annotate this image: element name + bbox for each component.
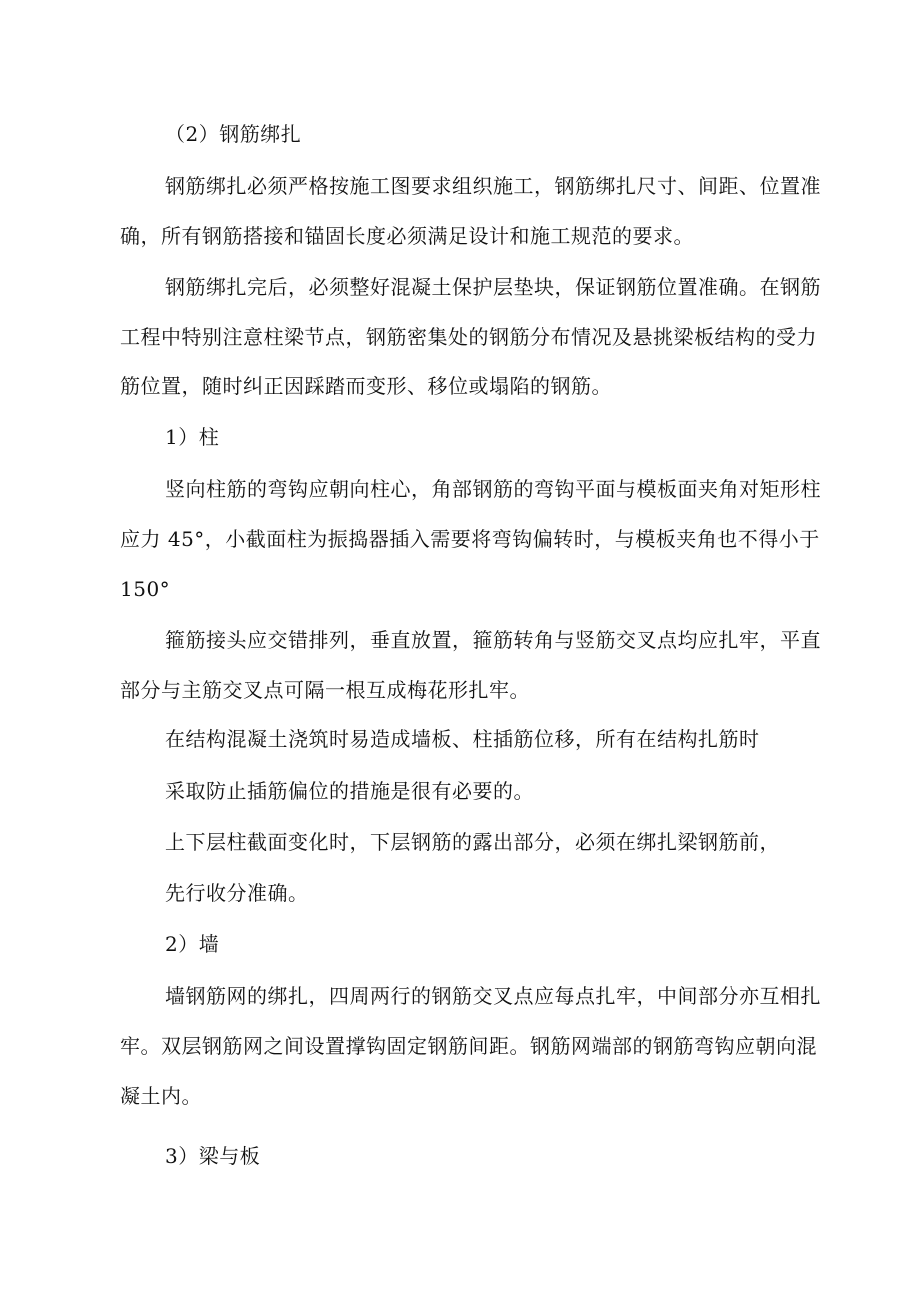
text-line: 确，所有钢筋搭接和锚固长度必须满足设计和施工规范的要求。 xyxy=(120,224,694,248)
subheading-wall: 2）墙 xyxy=(165,932,220,956)
text-line: 150° xyxy=(120,577,171,601)
subheading-beam-slab: 3）梁与板 xyxy=(165,1144,261,1168)
text-line: 墙钢筋网的绑扎，四周两行的钢筋交叉点应每点扎牢，中间部分亦互相扎 xyxy=(165,984,821,1008)
text-line: 牢。双层钢筋网之间设置撑钩固定钢筋间距。钢筋网端部的钢筋弯钩应朝向混 xyxy=(120,1034,817,1058)
text-line: 凝土内。 xyxy=(120,1084,202,1108)
text-line: 钢筋绑扎必须严格按施工图要求组织施工，钢筋绑扎尺寸、间距、位置准 xyxy=(165,174,821,198)
text-line: 采取防止插筋偏位的措施是很有必要的。 xyxy=(165,779,534,803)
text-line: 筋位置，随时纠正因踩踏而变形、移位或塌陷的钢筋。 xyxy=(120,374,612,398)
text-line: 竖向柱筋的弯钩应朝向柱心，角部钢筋的弯钩平面与模板面夹角对矩形柱 xyxy=(165,477,821,501)
text-line: 先行收分准确。 xyxy=(165,881,309,905)
text-line: 应力 45°，小截面柱为振捣器插入需要将弯钩偏转时，与模板夹角也不得小于 xyxy=(120,527,820,551)
text-line: 钢筋绑扎完后，必须整好混凝土保护层垫块，保证钢筋位置准确。在钢筋 xyxy=(165,275,821,299)
text-line: 在结构混凝土浇筑时易造成墙板、柱插筋位移，所有在结构扎筋时 xyxy=(165,727,760,751)
text-line: 部分与主筋交叉点可隔一根互成梅花形扎牢。 xyxy=(120,678,530,702)
text-line: 箍筋接头应交错排列，垂直放置，箍筋转角与竖筋交叉点均应扎牢，平直 xyxy=(165,628,821,652)
section-heading-rebar-binding: （2）钢筋绑扎 xyxy=(165,122,302,146)
text-line: 工程中特别注意柱梁节点，钢筋密集处的钢筋分布情况及悬挑梁板结构的受力 xyxy=(120,325,817,349)
text-line: 上下层柱截面变化时，下层钢筋的露出部分，必须在绑扎梁钢筋前， xyxy=(165,830,780,854)
subheading-column: 1）柱 xyxy=(165,425,220,449)
